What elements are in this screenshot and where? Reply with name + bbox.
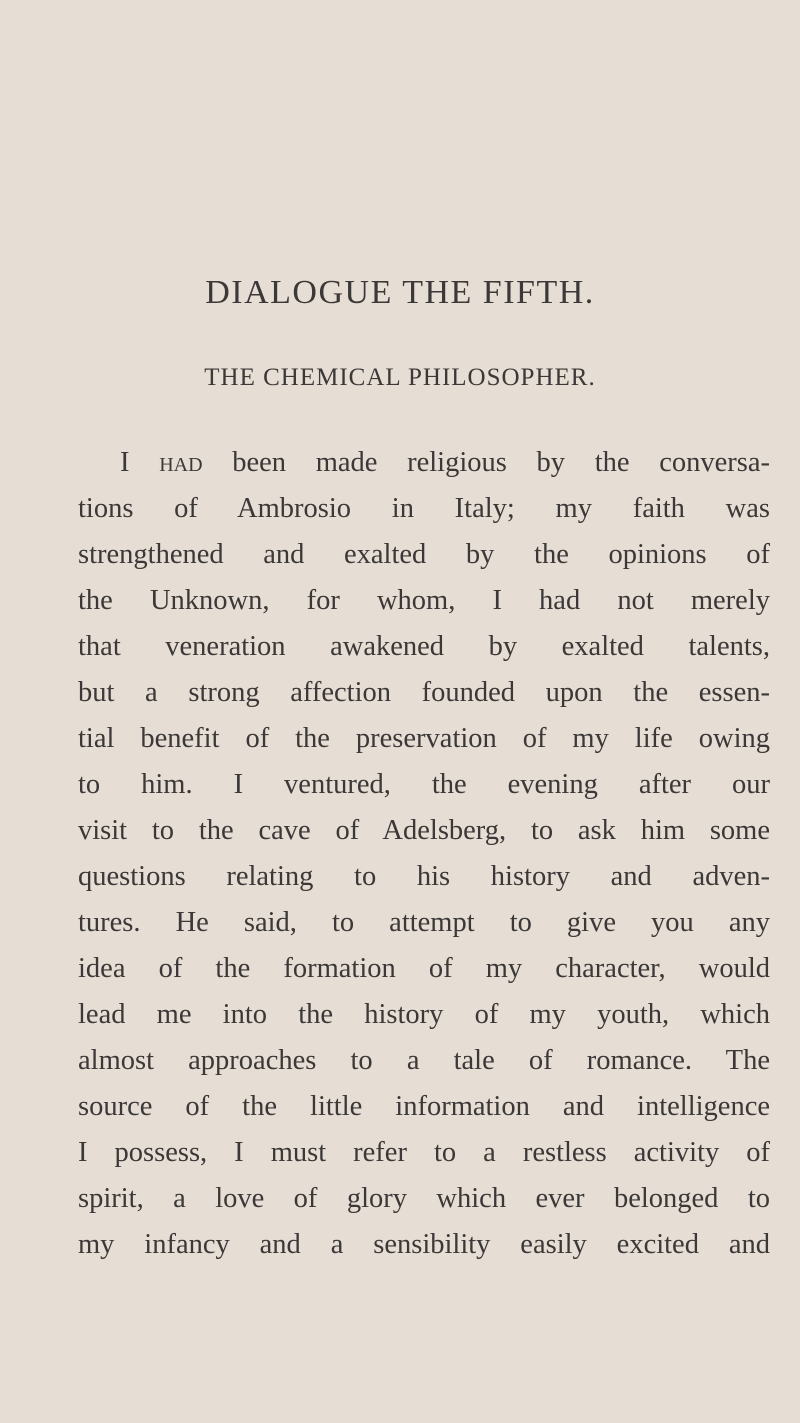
line-rest: been made religious by the conversa-: [232, 447, 770, 478]
smallcaps-word: had: [159, 447, 203, 478]
text-line: [78, 440, 770, 486]
text-line: source of the little information and intelligence: [78, 1091, 770, 1122]
text-line: visit to the cave of Adelsberg, to ask him some: [78, 815, 770, 846]
chapter-title: DIALOGUE THE FIFTH.: [205, 274, 595, 311]
text-line: tures. He said, to attempt to give you any: [78, 907, 770, 938]
text-line: to him. I ventured, the evening after our: [78, 769, 770, 800]
text-line: the Unknown, for whom, I had not merely: [78, 585, 770, 616]
initial-word: I: [120, 447, 130, 478]
text-line: but a strong affection founded upon the essen-: [78, 677, 770, 708]
text-line: tial benefit of the preservation of my life owing: [78, 723, 770, 754]
text-line: questions relating to his history and adven-: [78, 861, 770, 892]
text-line: tions of Ambrosio in Italy; my faith was: [78, 493, 770, 524]
text-line: spirit, a love of glory which ever belonged to: [78, 1183, 770, 1214]
text-line: lead me into the history of my youth, which: [78, 999, 770, 1030]
text-line: I possess, I must refer to a restless activity of: [78, 1137, 770, 1168]
chapter-subtitle: THE CHEMICAL PHILOSOPHER.: [204, 364, 596, 391]
text-line: almost approaches to a tale of romance. The: [78, 1045, 770, 1076]
text-line: my infancy and a sensibility easily excited and: [78, 1229, 770, 1260]
text-line: that veneration awakened by exalted talents,: [78, 631, 770, 662]
text-line: idea of the formation of my character, would: [78, 953, 770, 984]
body-text: [78, 440, 770, 1268]
text-line: strengthened and exalted by the opinions of: [78, 539, 770, 570]
